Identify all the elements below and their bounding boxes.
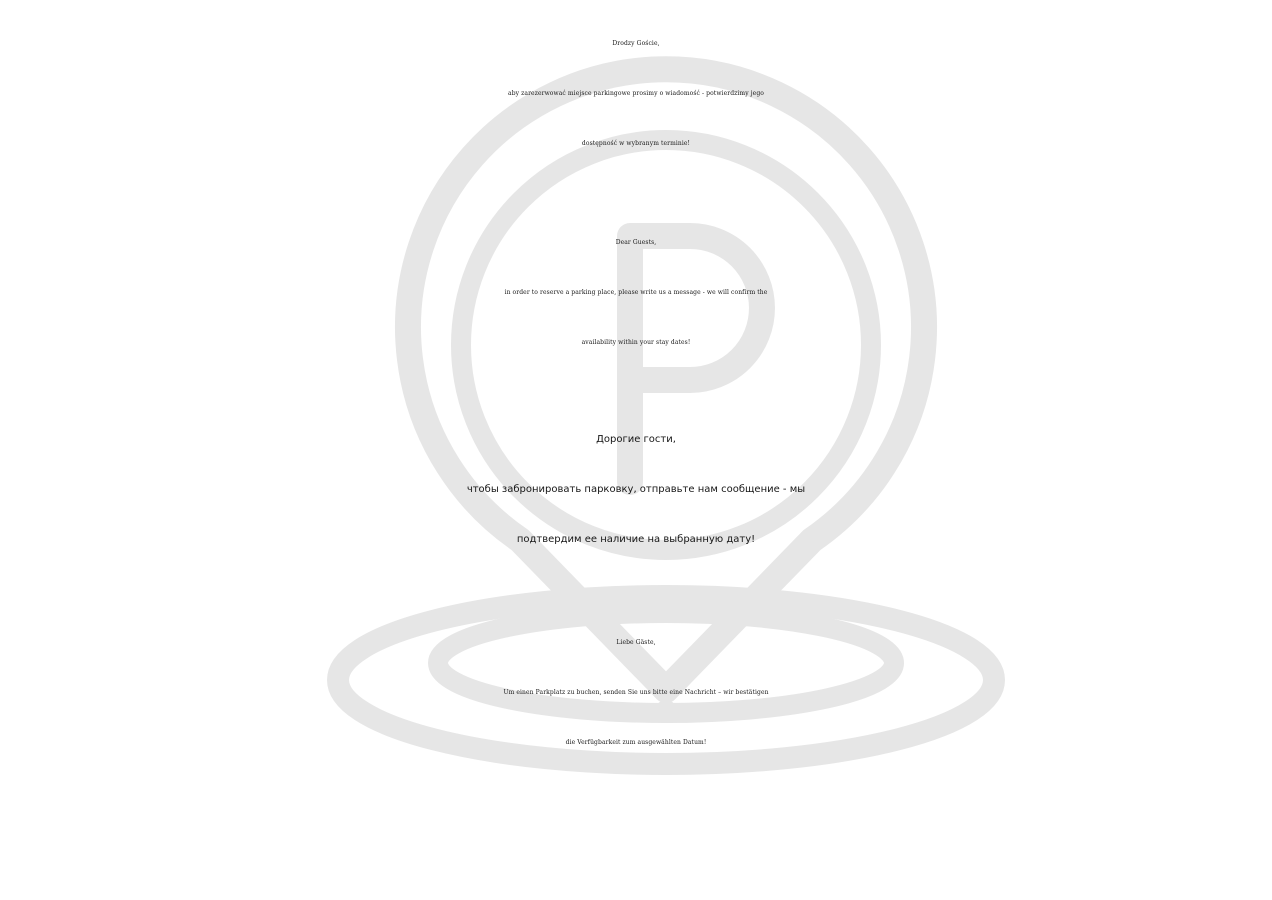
russian-greeting: Дорогие гости,	[596, 434, 676, 445]
polish-message-line-2: dostępność w wybranym terminie!	[581, 140, 691, 147]
english-message-line-2: availability within your stay dates!	[581, 339, 691, 346]
russian-message-line-2: подтвердим ее наличие на выбранную дату!	[516, 534, 756, 545]
polish-greeting: Drodzy Goście,	[612, 40, 660, 47]
polish-message-line-1: aby zarezerwować miejsce parkingowe prosimy o wiadomość - potwierdzimy jego	[508, 90, 764, 97]
notice-german	[0, 618, 1272, 768]
notice-russian	[0, 415, 1272, 565]
english-message-line-1: in order to reserve a parking place, please write us a message - we will confirm the	[504, 289, 768, 296]
german-greeting: Liebe Gäste,	[616, 639, 656, 646]
german-message-line-2: die Verfügbarkeit zum ausgewählten Datum!	[565, 739, 707, 746]
notice-english	[0, 218, 1272, 368]
notice-polish	[0, 19, 1272, 169]
german-message-line-1: Um einen Parkplatz zu buchen, senden Sie uns bitte eine Nachricht – wir bestätigen	[503, 689, 769, 696]
english-greeting: Dear Guests,	[615, 239, 657, 246]
russian-message-line-1: чтобы забронировать парковку, отправьте нам сообщение - мы	[466, 484, 806, 495]
